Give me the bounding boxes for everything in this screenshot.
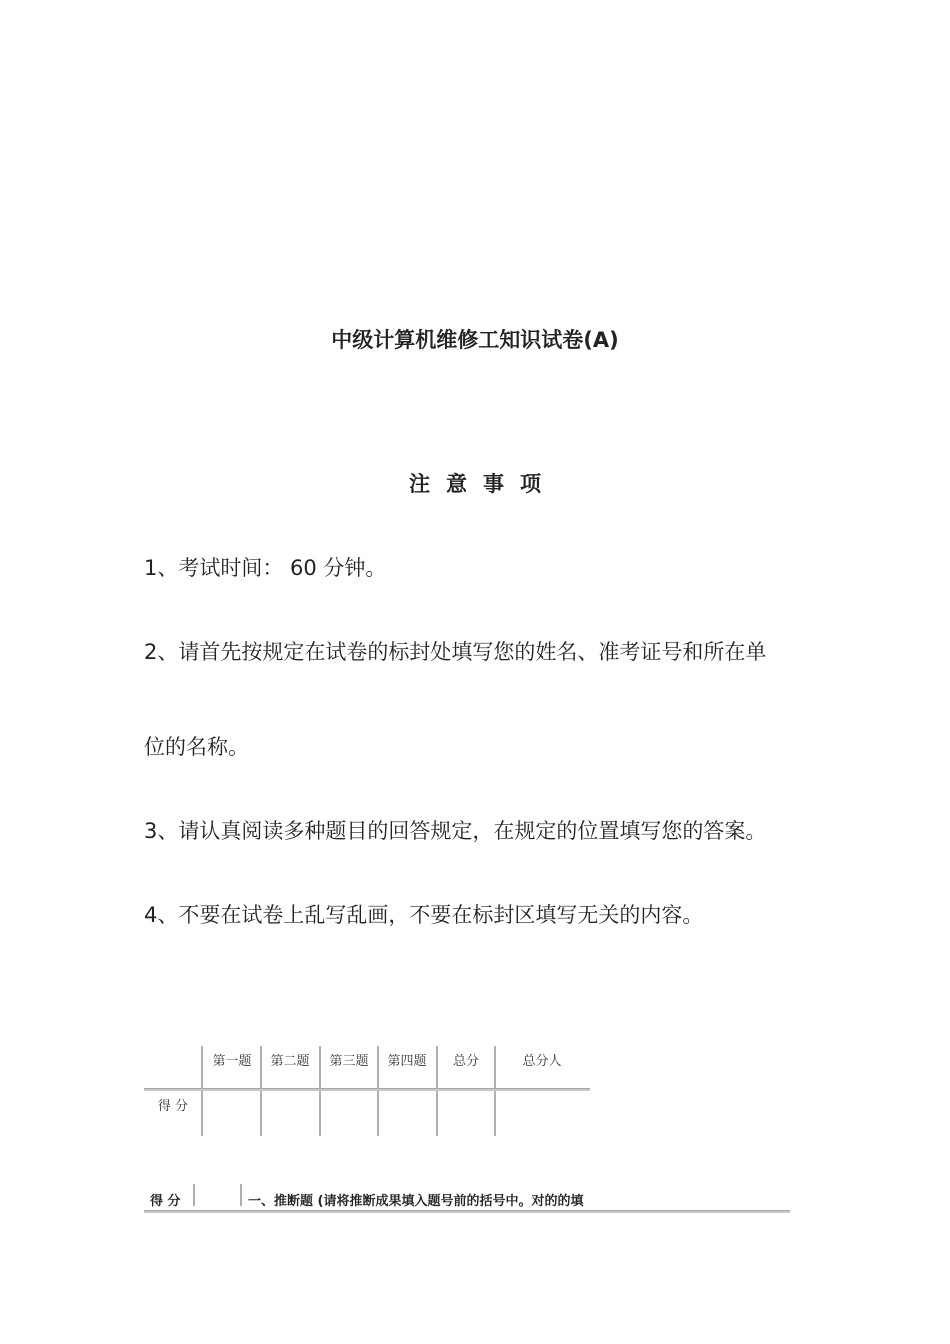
table-divider	[494, 1046, 496, 1136]
notice-item-2: 2、请首先按规定在试卷的标封处填写您的姓名、准考证号和所在单	[144, 640, 767, 664]
table-divider	[260, 1046, 262, 1136]
score-table	[144, 1046, 590, 1136]
section-underline	[144, 1210, 790, 1213]
header-total: 总分	[452, 1054, 479, 1069]
notice-item-3: 3、请认真阅读多种题目的回答规定，在规定的位置填写您的答案。	[144, 819, 767, 843]
header-q3: 第三题	[329, 1054, 369, 1069]
section-one-header	[144, 1184, 790, 1218]
section-divider	[193, 1184, 195, 1206]
table-divider	[377, 1046, 379, 1136]
section-one-heading: 一、推断题 (请将推断成果填入题号前的括号中。对的的填	[248, 1194, 584, 1209]
notice-item-2-continued: 位的名称。	[144, 735, 249, 759]
header-scorer: 总分人	[522, 1054, 562, 1069]
notice-item-1: 1、考试时间： 60 分钟。	[144, 556, 387, 580]
header-q1: 第一题	[212, 1054, 252, 1069]
notice-heading: 注意事项	[409, 472, 557, 496]
header-q2: 第二题	[270, 1054, 310, 1069]
notice-item-4: 4、不要在试卷上乱写乱画，不要在标封区填写无关的内容。	[144, 903, 704, 927]
table-divider	[436, 1046, 438, 1136]
table-divider	[201, 1046, 203, 1136]
table-divider	[144, 1088, 590, 1091]
header-q4: 第四题	[387, 1054, 427, 1069]
section-divider	[240, 1184, 242, 1206]
score-row-label: 得 分	[157, 1099, 189, 1114]
exam-title: 中级计算机维修工知识试卷(A)	[331, 328, 619, 352]
table-divider	[319, 1046, 321, 1136]
section-score-label: 得 分	[150, 1194, 181, 1209]
